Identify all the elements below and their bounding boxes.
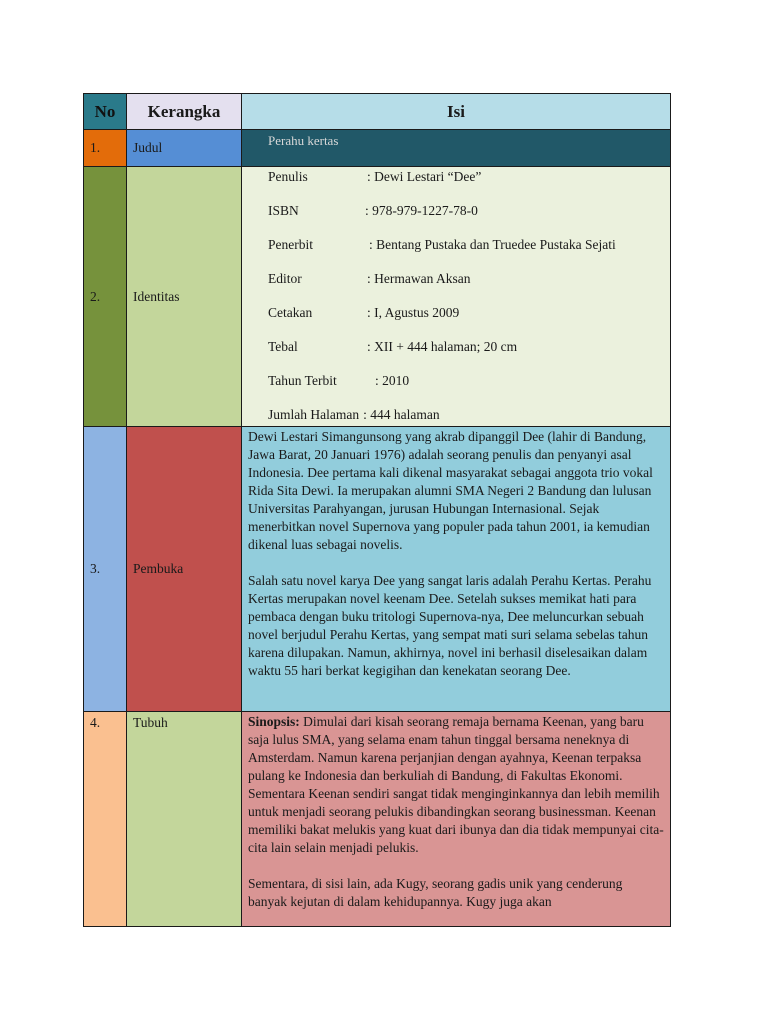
identity-field (268, 202, 478, 220)
tubuh-content (248, 713, 664, 924)
row-number: 4. (84, 712, 127, 927)
sinopsis-text: Dimulai dari kisah seorang remaja bernama Keenan, yang baru saja lulus SMA, yang selama enam tahun tinggal bersama neneknya di Amsterdam. Namun karena perjanjian dengan ayahnya, Keenan terpaksa pulang ke Indonesia dan berkuliah di Bandung, di Fakultas Ekonomi. Sementara Keenan sendiri sangat tidak menginginkannya dan lebih memilih untuk menjadi seorang pelukis dibandingkan seorang businessman. Keenan memiliki bakat melukis yang kuat dari ibunya dan dia tidak mempunyai cita-cita lain selain menjadi pelukis. (248, 714, 664, 855)
identity-field (268, 236, 616, 254)
paragraph: Salah satu novel karya Dee yang sangat laris adalah Perahu Kertas. Perahu Kertas merupakan novel keenam Dee. Setelah sukses memikat hati para pembaca dengan buku tritologi Supernova-nya, Dee meluncurkan sebuah novel berjudul Perahu Kertas, yang sempat mati suri selama sebelas tahun karena dilupakan. Namun, akhirnya, novel ini berhasil diselesaikan dalam waktu 55 hari berkat kegigihan dan kenekatan seorang Dee. (248, 573, 652, 678)
field-value: : Dewi Lestari “Dee” (367, 169, 482, 184)
field-value: : I, Agustus 2009 (367, 305, 460, 320)
table-row-pembuka (84, 427, 671, 712)
field-value: : 978-979-1227-78-0 (365, 203, 478, 218)
field-label: Tahun Terbit (268, 373, 337, 388)
sinopsis-label: Sinopsis: (248, 714, 300, 729)
row-number: 2. (84, 167, 127, 427)
header-no: No (84, 94, 127, 130)
row-number: 1. (84, 130, 127, 167)
field-label: Editor (268, 271, 302, 286)
field-label: ISBN (268, 203, 299, 218)
pembuka-cell (242, 427, 671, 712)
book-title: Perahu kertas (242, 130, 671, 167)
row-kerangka: Tubuh (127, 712, 242, 927)
outline-table (83, 93, 671, 927)
header-isi: Isi (242, 94, 671, 130)
identity-field (268, 406, 440, 424)
field-label: Jumlah Halaman (268, 407, 360, 422)
header-kerangka: Kerangka (127, 94, 242, 130)
tubuh-cell (242, 712, 671, 927)
header-row (84, 94, 671, 130)
row-kerangka: Pembuka (127, 427, 242, 712)
sinopsis-paragraph (248, 713, 664, 857)
table-row-tubuh (84, 712, 671, 927)
field-value: : 444 halaman (363, 407, 440, 422)
identity-cell (242, 167, 671, 427)
identity-field (268, 372, 409, 390)
field-label: Penulis (268, 169, 308, 184)
identity-field (268, 168, 481, 186)
identity-field (268, 270, 470, 288)
identity-list (242, 167, 670, 426)
field-value: : Bentang Pustaka dan Truedee Pustaka Sejati (369, 237, 616, 252)
field-label: Penerbit (268, 237, 313, 252)
row-number: 3. (84, 427, 127, 712)
identity-field (268, 338, 517, 356)
field-label: Tebal (268, 339, 298, 354)
field-value: : Hermawan Aksan (367, 271, 471, 286)
field-value: : XII + 444 halaman; 20 cm (367, 339, 518, 354)
row-kerangka: Identitas (127, 167, 242, 427)
identity-field (268, 304, 459, 322)
table-row-identitas (84, 167, 671, 427)
row-kerangka: Judul (127, 130, 242, 167)
field-value: : 2010 (375, 373, 410, 388)
table-row-judul (84, 130, 671, 167)
paragraph: Sementara, di sisi lain, ada Kugy, seorang gadis unik yang cenderung banyak kejutan di dalam kehidupannya. Kugy juga akan (248, 876, 623, 909)
paragraph: Dewi Lestari Simangunsong yang akrab dipanggil Dee (lahir di Bandung, Jawa Barat, 20 Januari 1976) adalah seorang penulis dan penyanyi asal Indonesia. Dee pertama kali dikenal masyarakat sebagai anggota trio vokal Rida Sita Dewi. Ia merupakan alumni SMA Negeri 2 Bandung dan lulusan Universitas Parahyangan, jurusan Hubungan Internasional. Sejak menerbitkan novel Supernova yang populer pada tahun 2001, ia kemudian dikenal luas sebagai novelis. (248, 429, 653, 552)
field-label: Cetakan (268, 305, 313, 320)
